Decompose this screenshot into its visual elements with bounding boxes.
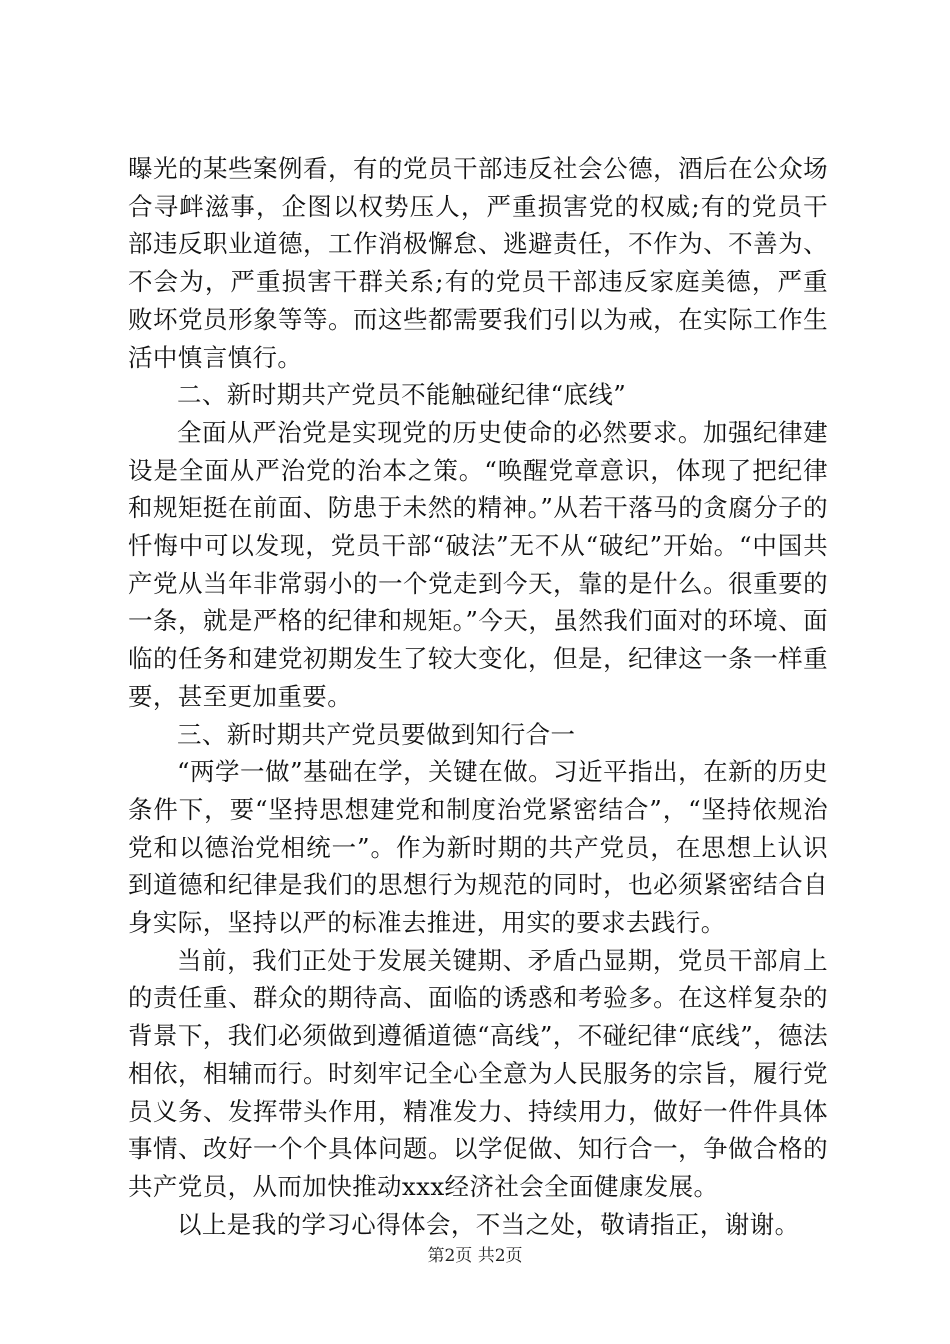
section-heading-2: 二、新时期共产党员不能触碰纪律“底线” — [177, 380, 627, 410]
page-footer: 第2页 共2页 — [427, 1246, 523, 1266]
paragraph-discipline: 全面从严治党是实现党的历史使命的必然要求。加强纪律建设是全面从严治党的治本之策。“唤醒党章意识，体现了把纪律和规矩挺在前面、防患于未然的精神。”从若干落马的贪腐分子的忏悔中可以发现，党员干部“破法”无不从“破纪”开始。“中国共产党从当年非常弱小的一个党走到今天，靠的是什么。很重要的一条，就是严格的纪律和规矩。”今天，虽然我们面对的环境、面临的任务和建党初期发生了较大变化，但是，纪律这一条一样重要，甚至更加重要。 — [128, 417, 828, 711]
paragraph-two-studies: “两学一做”基础在学，关键在做。习近平指出，在新的历史条件下，要“坚持思想建党和制度治党紧密结合”，“坚持依规治党和以德治党相统一”。作为新时期的共产党员，在思想上认识到道德和纪律是我们的思想行为规范的同时，也必须紧密结合自身实际，坚持以严的标准去推进，用实的要求去践行。 — [128, 757, 828, 938]
document-body — [128, 150, 828, 1243]
paragraph-closing: 以上是我的学习心得体会，不当之处，敬请指正，谢谢。 — [177, 1209, 800, 1239]
paragraph-current-period: 当前，我们正处于发展关键期、矛盾凸显期，党员干部肩上的责任重、群众的期待高、面临的诱惑和考验多。在这样复杂的背景下，我们必须做到遵循道德“高线”，不碰纪律“底线”，德法相依，相辅而行。时刻牢记全心全意为人民服务的宗旨，履行党员义务、发挥带头作用，精准发力、持续用力，做好一件件具体事情、改好一个个具体问题。以学促做、知行合一，争做合格的共产党员，从而加快推动xxx经济社会全面健康发展。 — [128, 945, 828, 1201]
paragraph-continuation: 曝光的某些案例看，有的党员干部违反社会公德，酒后在公众场合寻衅滋事，企图以权势压人，严重损害党的权威;有的党员干部违反职业道德，工作消极懈怠、逃避责任，不作为、不善为、不会为，严重损害干群关系;有的党员干部违反家庭美德，严重败坏党员形象等等。而这些都需要我们引以为戒，在实际工作生活中慎言慎行。 — [128, 154, 828, 372]
section-heading-3: 三、新时期共产党员要做到知行合一 — [177, 719, 576, 749]
